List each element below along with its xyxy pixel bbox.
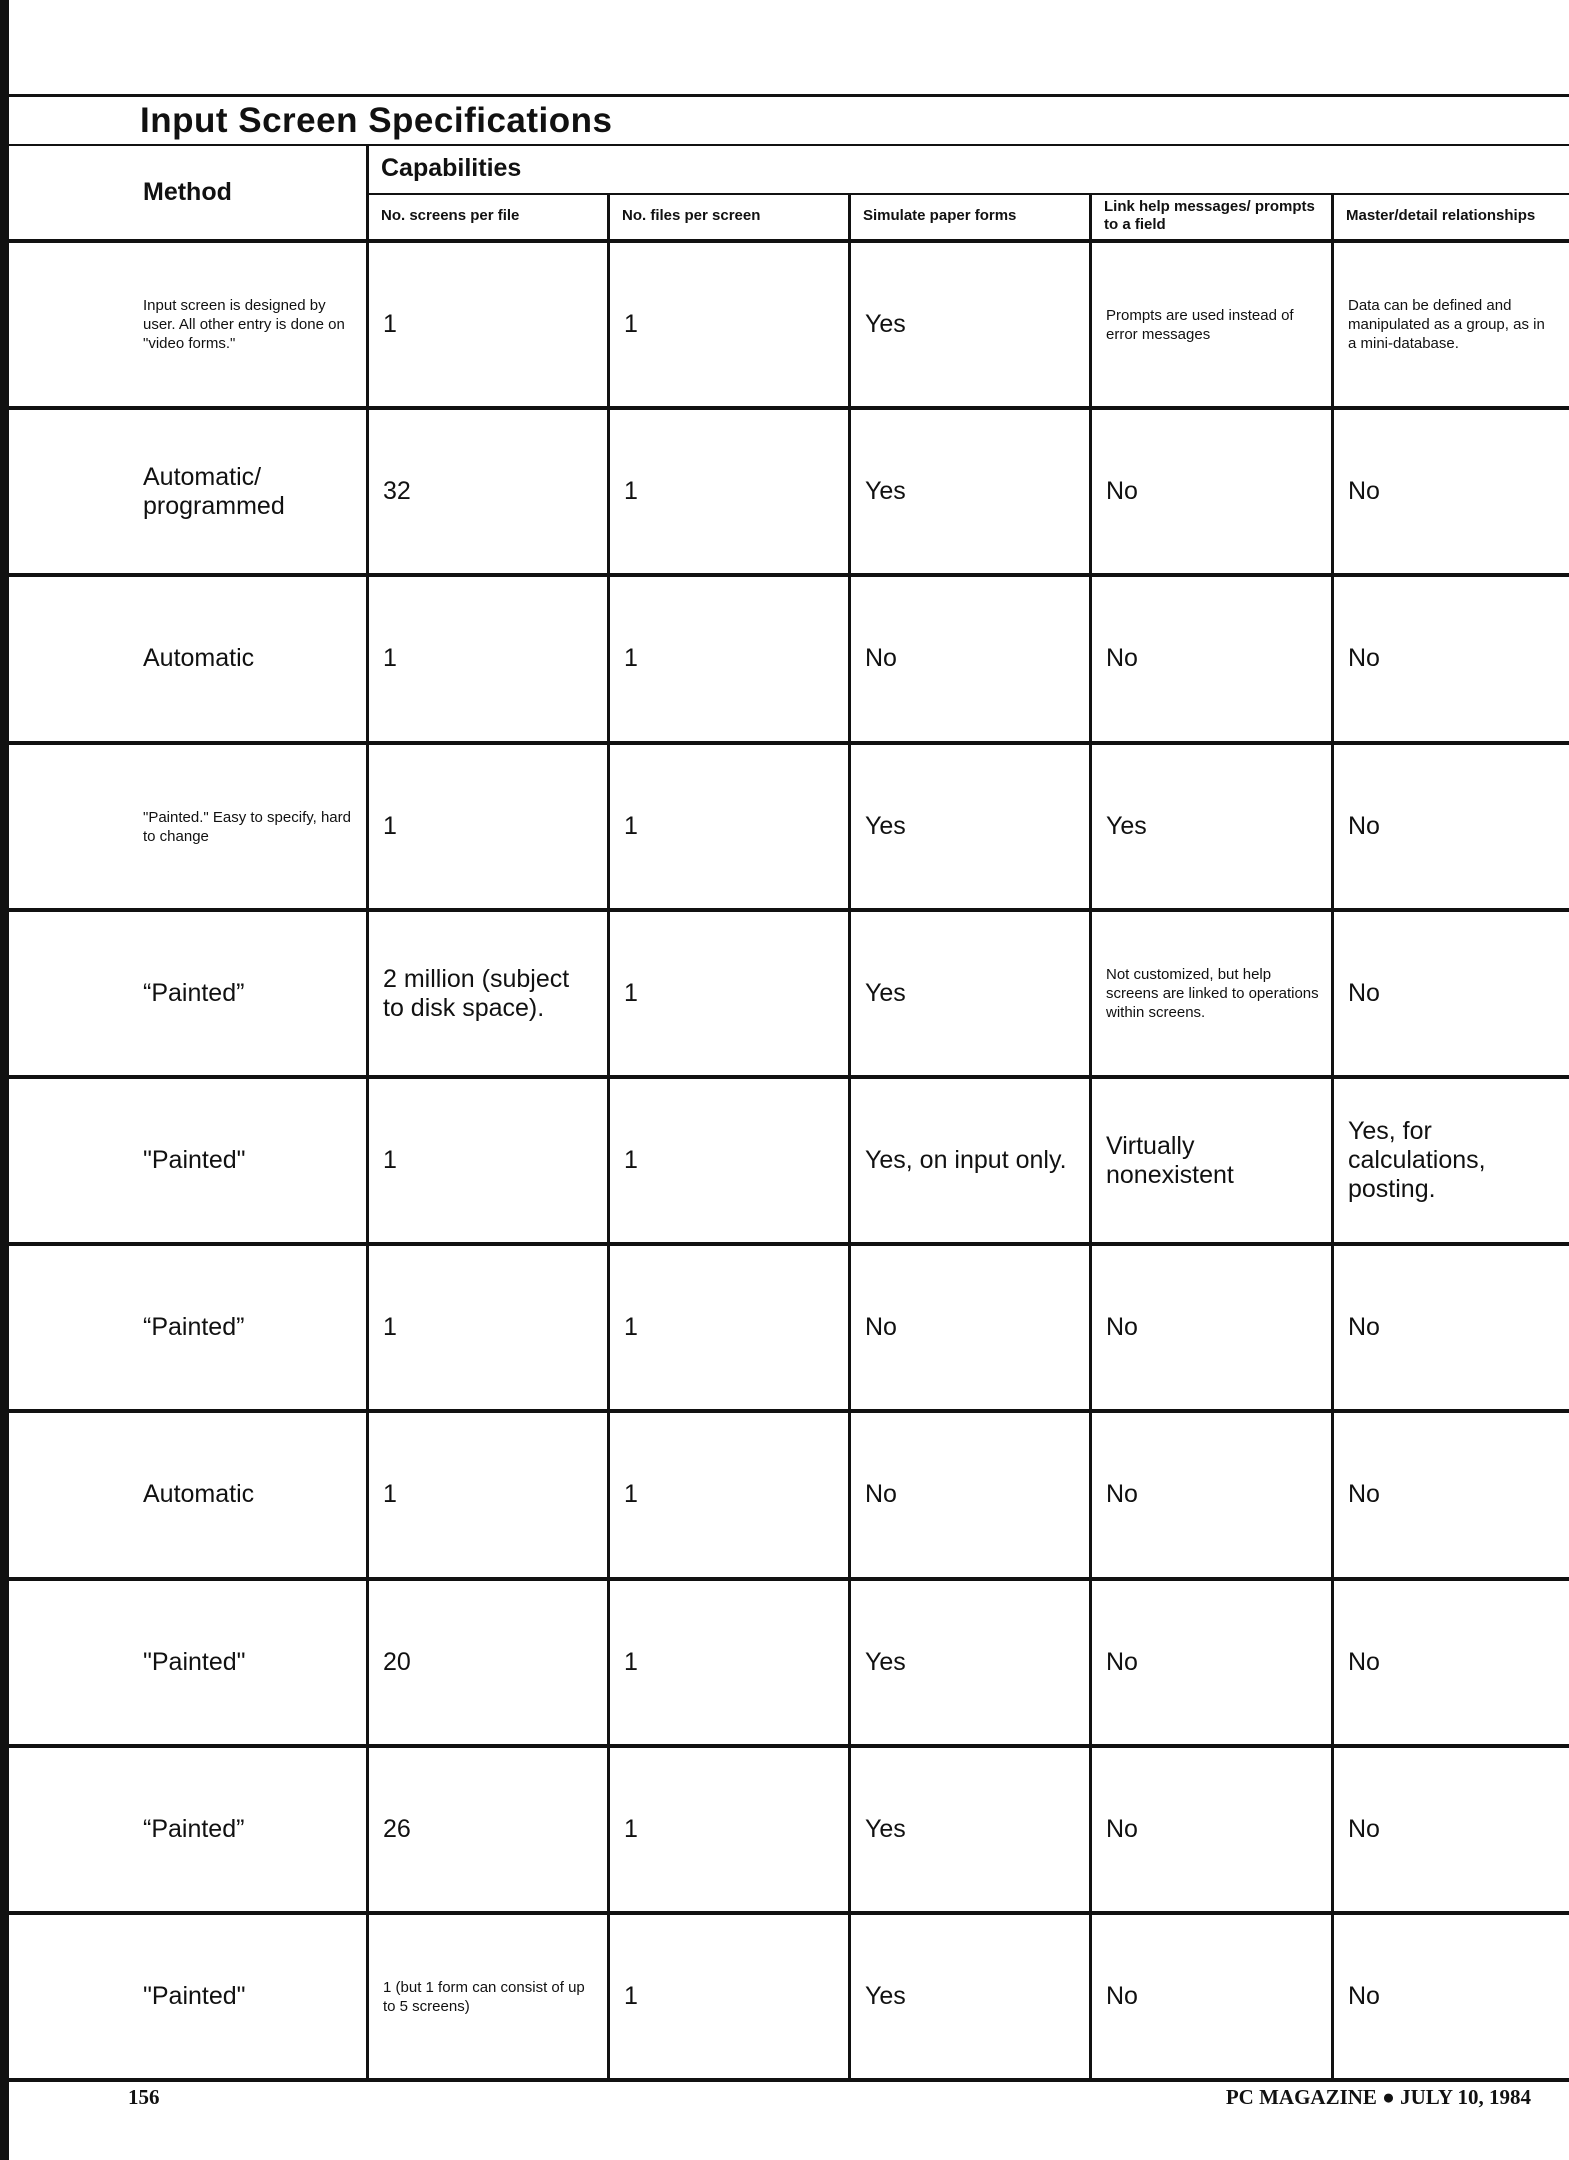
column-divider [1331,193,1334,2080]
value-cell-text: Virtually nonexistent [1106,1131,1234,1189]
value-cell-text: 1 [383,310,397,338]
value-cell-text: No [865,1480,897,1508]
value-cell [383,243,596,406]
value-cell-text: 1 [383,644,397,672]
value-cell-text: Yes [865,812,906,840]
value-cell [383,410,596,573]
method-cell [143,577,351,740]
value-cell-text: Yes [865,310,906,338]
value-cell-text: 26 [383,1815,411,1843]
value-cell [1106,1413,1320,1576]
value-cell [624,1413,837,1576]
value-cell [1106,410,1320,573]
value-cell-text: 1 [383,1146,397,1174]
value-cell-text: Not customized, but help screens are linked to operations within screens. [1106,966,1319,1021]
method-cell-text: "Painted" [143,1982,246,2010]
column-header [1104,193,1322,239]
value-cell-text: No [1106,644,1138,672]
value-cell-text: 1 [624,1480,638,1508]
value-cell-text: Yes [865,1815,906,1843]
value-cell-text: Prompts are used instead of error messages [1106,306,1294,343]
value-cell-text: 1 (but 1 form can consist of up to 5 screens) [383,1978,585,2015]
value-cell-text: No [1348,1480,1380,1508]
value-cell-text: 1 [624,310,638,338]
value-cell [865,1581,1078,1744]
value-cell [1348,1246,1557,1409]
method-header [143,144,351,241]
value-cell [865,1915,1078,2078]
value-cell [865,912,1078,1075]
value-cell-text: 2 million (subject to disk space). [383,964,570,1022]
capabilities-header [381,144,981,193]
value-cell-text: Yes, on input only. [865,1146,1067,1174]
value-cell [1348,912,1557,1075]
value-cell [1106,1246,1320,1409]
value-cell-text: Yes [865,1648,906,1676]
value-cell-text: 1 [624,1815,638,1843]
column-header [381,193,598,239]
left-margin-rule [0,0,9,2160]
column-header-text: No. files per screen [622,207,761,224]
value-cell [865,1748,1078,1911]
column-header-text: Master/detail relationships [1346,207,1536,224]
value-cell [624,243,837,406]
value-cell [1106,1915,1320,2078]
row-divider [9,2078,1569,2082]
method-header-text: Method [143,178,232,206]
value-cell-text: No [1106,1982,1138,2010]
value-cell [383,1915,596,2078]
method-cell-text: Automatic [143,1480,255,1508]
method-cell-text: Automatic [143,644,255,672]
value-cell [383,1581,596,1744]
method-cell [143,1748,351,1911]
method-cell [143,745,351,908]
publication-line: PC MAGAZINE ● JULY 10, 1984 [1225,2085,1531,2109]
page-number: 156 [128,2085,160,2109]
column-header-text: Simulate paper forms [863,207,1017,224]
column-divider [366,144,369,2080]
value-cell-text: Yes [865,477,906,505]
method-cell [143,1413,351,1576]
value-cell [1348,577,1557,740]
value-cell [1348,1581,1557,1744]
method-cell-text: “Painted” [143,1313,245,1341]
page-title: Input Screen Specifications [140,101,613,140]
column-header-text: No. screens per file [381,207,520,224]
value-cell-text: No [1348,1648,1380,1676]
method-cell [143,1079,351,1242]
value-cell [624,1581,837,1744]
value-cell-text: 1 [624,1146,638,1174]
value-cell [1348,1079,1557,1242]
value-cell [1348,1915,1557,2078]
method-cell [143,1915,351,2078]
value-cell-text: No [1106,477,1138,505]
value-cell-text: No [1106,1815,1138,1843]
method-cell-text: “Painted” [143,1815,245,1843]
value-cell-text: Yes [865,979,906,1007]
value-cell [1106,1748,1320,1911]
value-cell-text: 1 [624,1982,638,2010]
method-cell-text: Automatic/ programmed [143,462,285,520]
value-cell [383,745,596,908]
value-cell-text: 32 [383,477,411,505]
value-cell [383,912,596,1075]
column-header-text: Link help messages/ prompts to a field [1104,198,1315,233]
value-cell-text: 1 [624,1313,638,1341]
column-header [1346,193,1559,239]
method-cell-text: "Painted" [143,1146,246,1174]
top-rule [9,94,1569,97]
value-cell-text: 1 [624,477,638,505]
value-cell [624,1079,837,1242]
value-cell-text: No [1348,1982,1380,2010]
value-cell [624,577,837,740]
value-cell [624,1748,837,1911]
value-cell-text: No [1348,979,1380,1007]
value-cell-text: Yes, for calculations, posting. [1348,1117,1486,1203]
column-header [863,193,1080,239]
value-cell [1348,745,1557,908]
value-cell [865,243,1078,406]
value-cell-text: No [1348,477,1380,505]
value-cell-text: No [865,1313,897,1341]
value-cell [1106,745,1320,908]
value-cell-text: No [865,644,897,672]
method-cell-text: “Painted” [143,979,245,1007]
method-cell [143,912,351,1075]
value-cell-text: Yes [865,1982,906,2010]
value-cell [383,1748,596,1911]
value-cell-text: 1 [624,979,638,1007]
value-cell-text: 1 [624,812,638,840]
value-cell [383,1246,596,1409]
column-divider [848,193,851,2080]
value-cell-text: 1 [383,812,397,840]
value-cell [1106,1581,1320,1744]
value-cell-text: 1 [383,1313,397,1341]
method-cell-text: "Painted." Easy to specify, hard to change [143,808,351,845]
value-cell-text: No [1106,1480,1138,1508]
value-cell-text: 20 [383,1648,411,1676]
method-cell-text: Input screen is designed by user. All other entry is done on "video forms." [143,297,345,352]
value-cell [865,410,1078,573]
value-cell [383,1413,596,1576]
value-cell-text: No [1106,1313,1138,1341]
value-cell-text: 1 [624,1648,638,1676]
value-cell-text: No [1348,1815,1380,1843]
value-cell-text: No [1348,812,1380,840]
value-cell [1106,577,1320,740]
value-cell [624,912,837,1075]
value-cell [865,1079,1078,1242]
value-cell [1106,1079,1320,1242]
value-cell-text: Yes [1106,812,1147,840]
value-cell [383,577,596,740]
value-cell [624,1246,837,1409]
column-divider [607,193,610,2080]
value-cell [624,1915,837,2078]
value-cell [1106,243,1320,406]
value-cell [865,577,1078,740]
value-cell-text: 1 [383,1480,397,1508]
method-cell-text: "Painted" [143,1648,246,1676]
value-cell-text: No [1348,1313,1380,1341]
value-cell [1348,410,1557,573]
value-cell [1106,912,1320,1075]
value-cell-text: No [1348,644,1380,672]
value-cell [1348,1413,1557,1576]
column-header [622,193,839,239]
column-divider [1089,193,1092,2080]
method-cell [143,410,351,573]
value-cell [865,745,1078,908]
value-cell [1348,1748,1557,1911]
value-cell [383,1079,596,1242]
capabilities-header-text: Capabilities [381,154,522,182]
value-cell [865,1246,1078,1409]
method-cell [143,243,351,406]
value-cell [865,1413,1078,1576]
value-cell [1348,243,1557,406]
value-cell-text: 1 [624,644,638,672]
method-cell [143,1581,351,1744]
value-cell-text: Data can be defined and manipulated as a group, as in a mini-database. [1348,297,1545,352]
value-cell [624,410,837,573]
method-cell [143,1246,351,1409]
value-cell [624,745,837,908]
value-cell-text: No [1106,1648,1138,1676]
